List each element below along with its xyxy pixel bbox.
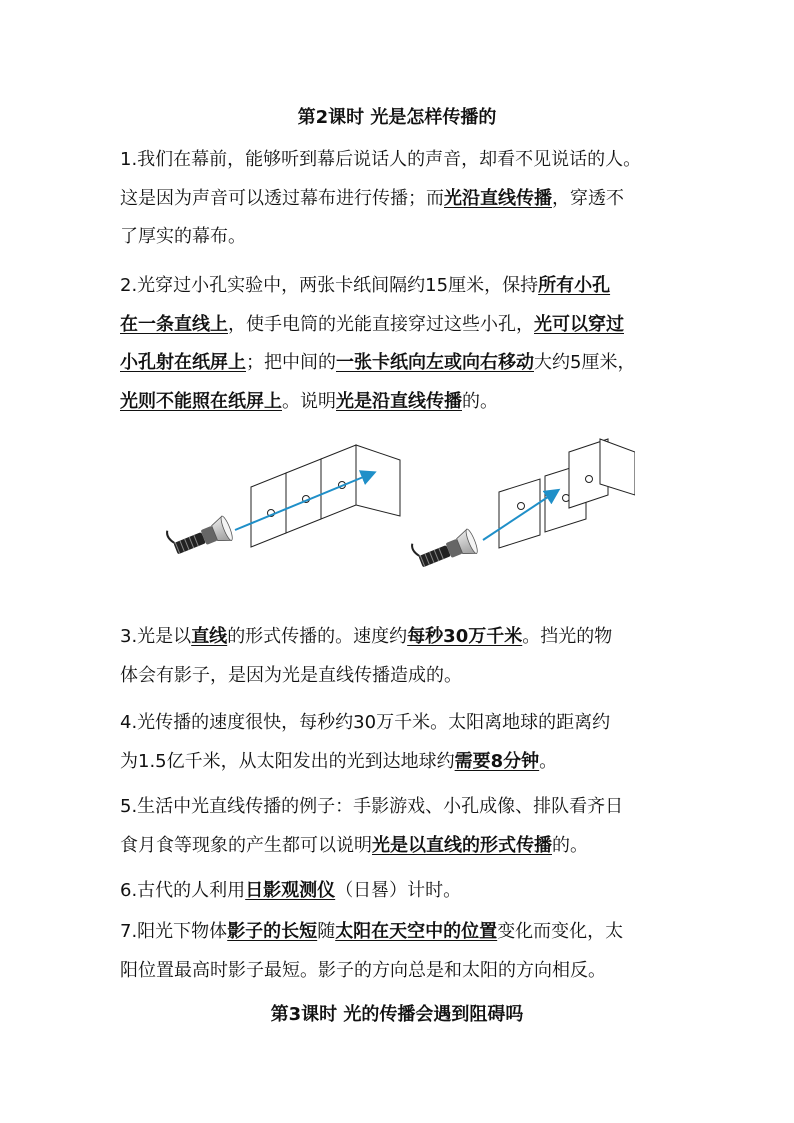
key-term: 影子的长短 [227, 921, 318, 942]
text: （日晷）计时。 [335, 880, 462, 901]
text: 为1.5亿千米，从太阳发出的光到达地球约 [120, 750, 455, 772]
key-term: 小孔射在纸屏上 [120, 352, 246, 373]
key-term: 光是沿直线传播 [336, 390, 462, 412]
paragraph-3 [120, 618, 680, 695]
pinhole-experiment-figure [165, 430, 635, 580]
paragraph-7 [120, 913, 680, 990]
key-term: 在一条直线上 [120, 313, 228, 335]
flashlight-icon [411, 522, 480, 575]
p3-line-1 [120, 618, 680, 657]
text: 2.光穿过小孔实验中，两张卡纸间隔约15厘米，保持 [120, 275, 539, 296]
flashlight-icon [166, 509, 235, 562]
paragraph-6 [120, 872, 680, 911]
p1-line-3: 了厚实的幕布。 [120, 226, 246, 247]
p5-line-2 [120, 827, 680, 866]
p5-line-1: 5.生活中光直线传播的例子：手影游戏、小孔成像、排队看齐日 [120, 796, 624, 817]
p4-line-2 [120, 743, 680, 782]
key-term: 日影观测仪 [245, 880, 336, 901]
key-term: 光则不能照在纸屏上 [120, 390, 282, 412]
screen-card [356, 445, 400, 516]
key-term: 太阳在天空中的位置 [335, 921, 498, 942]
p2-line-1 [120, 267, 680, 306]
key-term: 每秒30万千米 [407, 626, 523, 647]
text: 的形式传播的。速度约 [227, 626, 408, 647]
text: 食月食等现象的产生都可以说明 [120, 834, 372, 856]
text: 随 [317, 921, 336, 942]
text: 这是因为声音可以透过幕布进行传播；而 [120, 187, 444, 209]
lesson-3-title: 第3课时 光的传播会遇到阻碍吗 [270, 1004, 524, 1025]
key-term: 一张卡纸向左或向右移动 [336, 352, 534, 373]
paragraph-1 [120, 141, 680, 257]
p3-line-2: 体会有影子，是因为光是直线传播造成的。 [120, 664, 462, 686]
text: 7.阳光下物体 [120, 921, 228, 942]
key-term: 所有小孔 [538, 275, 611, 296]
key-term: 需要8分钟 [454, 750, 540, 772]
text: 6.古代的人利用 [120, 880, 246, 901]
text: 的。 [552, 834, 588, 856]
lesson-2-title: 第2课时 光是怎样传播的 [297, 107, 497, 128]
p1-line-1: 1.我们在幕前，能够听到幕后说话人的声音，却看不见说话的人。 [120, 149, 642, 170]
text: 3.光是以 [120, 626, 192, 647]
p2-line-3 [120, 344, 680, 383]
text: ；把中间的 [246, 352, 336, 373]
paragraph-5 [120, 788, 680, 865]
paragraph-4 [120, 704, 680, 781]
p4-line-1: 4.光传播的速度很快，每秒约30万千米。太阳离地球的距离约 [120, 712, 611, 733]
p7-line-2: 阳位置最高时影子最短。影子的方向总是和太阳的方向相反。 [120, 959, 606, 981]
p2-line-2 [120, 306, 680, 345]
p6-line-1 [120, 872, 680, 911]
shifted-setup [411, 439, 635, 575]
card-with-hole-icon [499, 479, 540, 548]
p1-line-2 [120, 180, 680, 219]
paragraph-2 [120, 267, 680, 421]
p2-line-4 [120, 383, 680, 422]
text: 。说明 [282, 390, 336, 412]
text: 。挡光的物 [522, 626, 613, 647]
key-term: 光可以穿过 [534, 313, 624, 335]
key-term: 直线 [191, 626, 228, 647]
text: ，使手电筒的光能直接穿过这些小孔， [228, 313, 534, 335]
p7-line-1 [120, 913, 680, 952]
text: 的。 [462, 390, 498, 412]
text: 变化而变化，太 [497, 921, 624, 942]
card-with-hole-icon [251, 473, 286, 547]
text: 。 [539, 750, 558, 772]
text: ，穿透不 [552, 187, 624, 209]
aligned-setup [166, 445, 400, 562]
text: 大约5厘米， [534, 352, 636, 373]
key-term: 光沿直线传播 [444, 187, 552, 209]
key-term: 光是以直线的形式传播 [372, 834, 552, 856]
